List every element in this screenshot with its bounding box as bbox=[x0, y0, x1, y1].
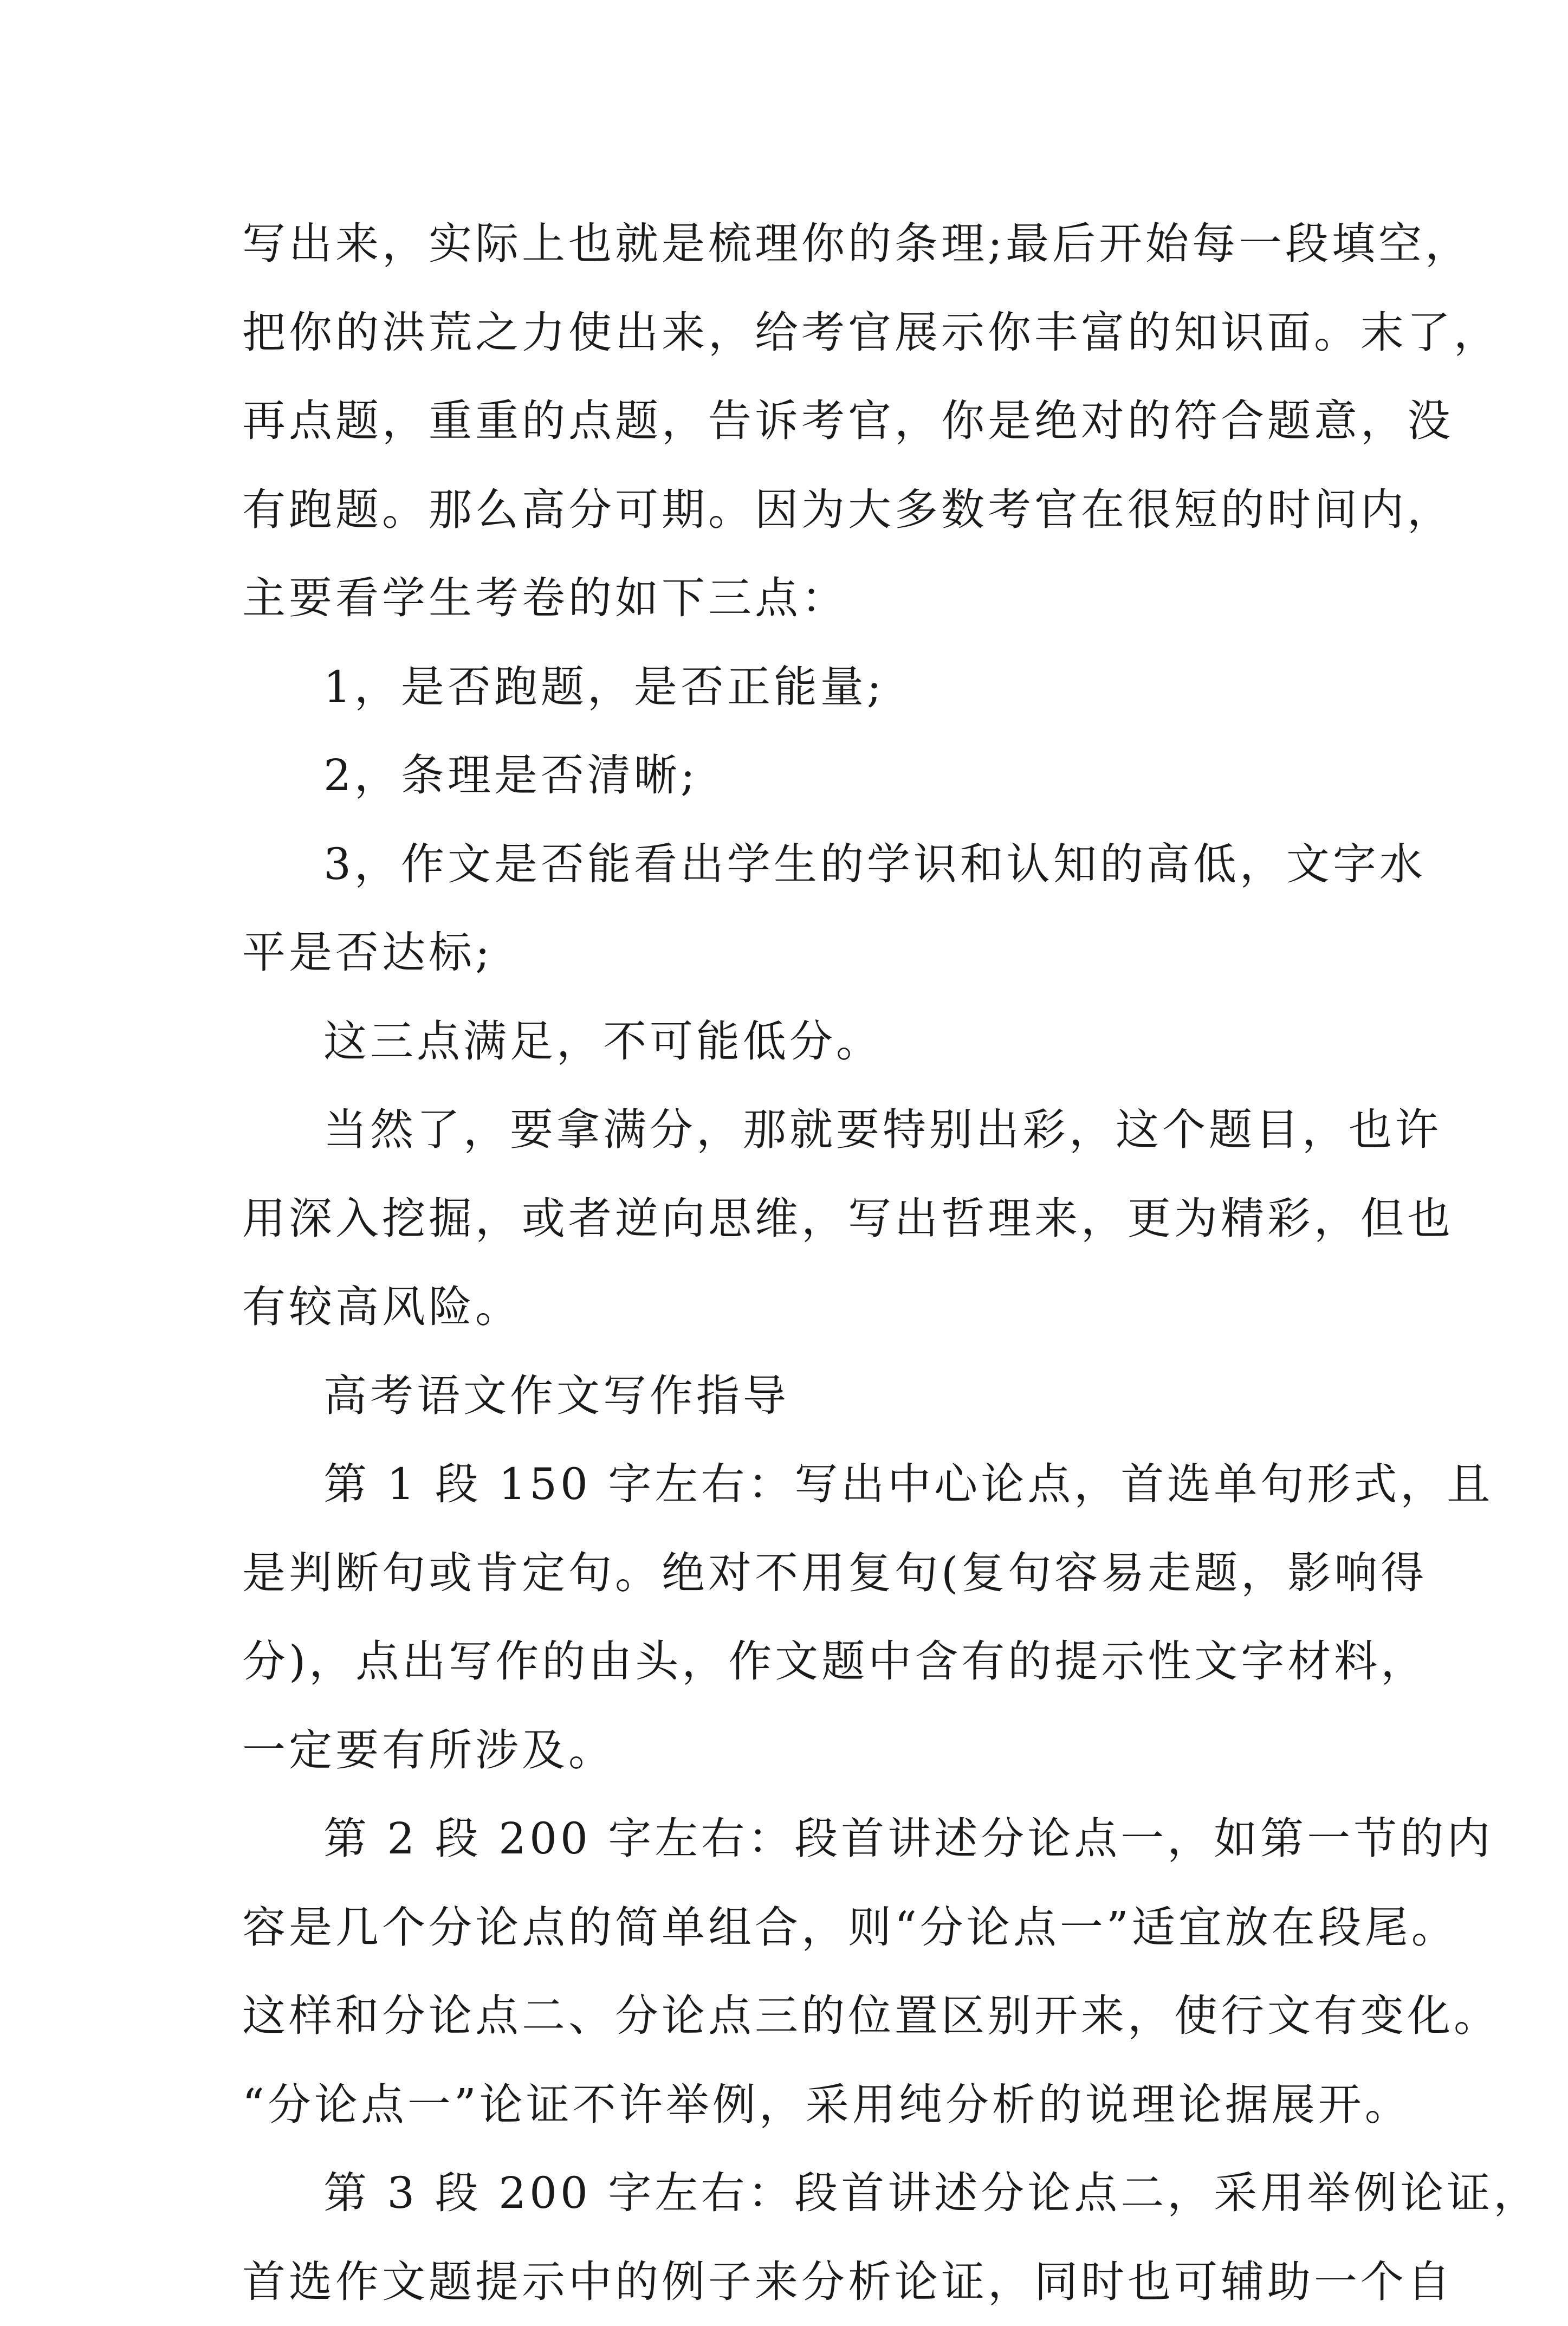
text-line: “分论点一”论证不许举例，采用纯分析的说理论据展开。 bbox=[242, 2060, 1358, 2149]
text-line: 首选作文题提示中的例子来分析论证，同时也可辅助一个自 bbox=[242, 2238, 1358, 2326]
paragraph-start: 当然了，要拿满分，那就要特别出彩，这个题目，也许 bbox=[242, 1086, 1358, 1174]
paragraph-start: 第 3 段 200 字左右：段首讲述分论点二，采用举例论证， bbox=[242, 2149, 1358, 2238]
paragraph-start: 第 1 段 150 字左右：写出中心论点，首选单句形式，且 bbox=[242, 1440, 1358, 1529]
text-line: 这样和分论点二、分论点三的位置区别开来，使行文有变化。 bbox=[242, 1972, 1358, 2060]
text-line: 一定要有所涉及。 bbox=[242, 1706, 1358, 1795]
list-item: 2，条理是否清晰; bbox=[242, 731, 1358, 820]
document-body bbox=[242, 199, 1358, 2326]
list-item: 1，是否跑题，是否正能量; bbox=[242, 643, 1358, 732]
text-line: 有跑题。那么高分可期。因为大多数考官在很短的时间内， bbox=[242, 466, 1358, 554]
paragraph-start: 这三点满足，不可能低分。 bbox=[242, 997, 1358, 1086]
section-heading: 高考语文作文写作指导 bbox=[242, 1352, 1358, 1440]
text-line: 主要看学生考卷的如下三点： bbox=[242, 554, 1358, 643]
text-line: 用深入挖掘，或者逆向思维，写出哲理来，更为精彩，但也 bbox=[242, 1174, 1358, 1263]
paragraph-start: 第 2 段 200 字左右：段首讲述分论点一，如第一节的内 bbox=[242, 1794, 1358, 1883]
text-line: 有较高风险。 bbox=[242, 1263, 1358, 1352]
list-item: 3，作文是否能看出学生的学识和认知的高低，文字水 bbox=[242, 820, 1358, 909]
text-line: 容是几个分论点的简单组合，则“分论点一”适宜放在段尾。 bbox=[242, 1883, 1358, 1972]
text-line: 是判断句或肯定句。绝对不用复句(复句容易走题，影响得 bbox=[242, 1529, 1358, 1618]
text-line: 把你的洪荒之力使出来，给考官展示你丰富的知识面。末了， bbox=[242, 288, 1358, 377]
text-line: 平是否达标; bbox=[242, 908, 1358, 997]
text-line: 分)，点出写作的由头，作文题中含有的提示性文字材料， bbox=[242, 1617, 1358, 1706]
text-line: 写出来，实际上也就是梳理你的条理;最后开始每一段填空， bbox=[242, 199, 1358, 288]
text-line: 再点题，重重的点题，告诉考官，你是绝对的符合题意，没 bbox=[242, 377, 1358, 466]
